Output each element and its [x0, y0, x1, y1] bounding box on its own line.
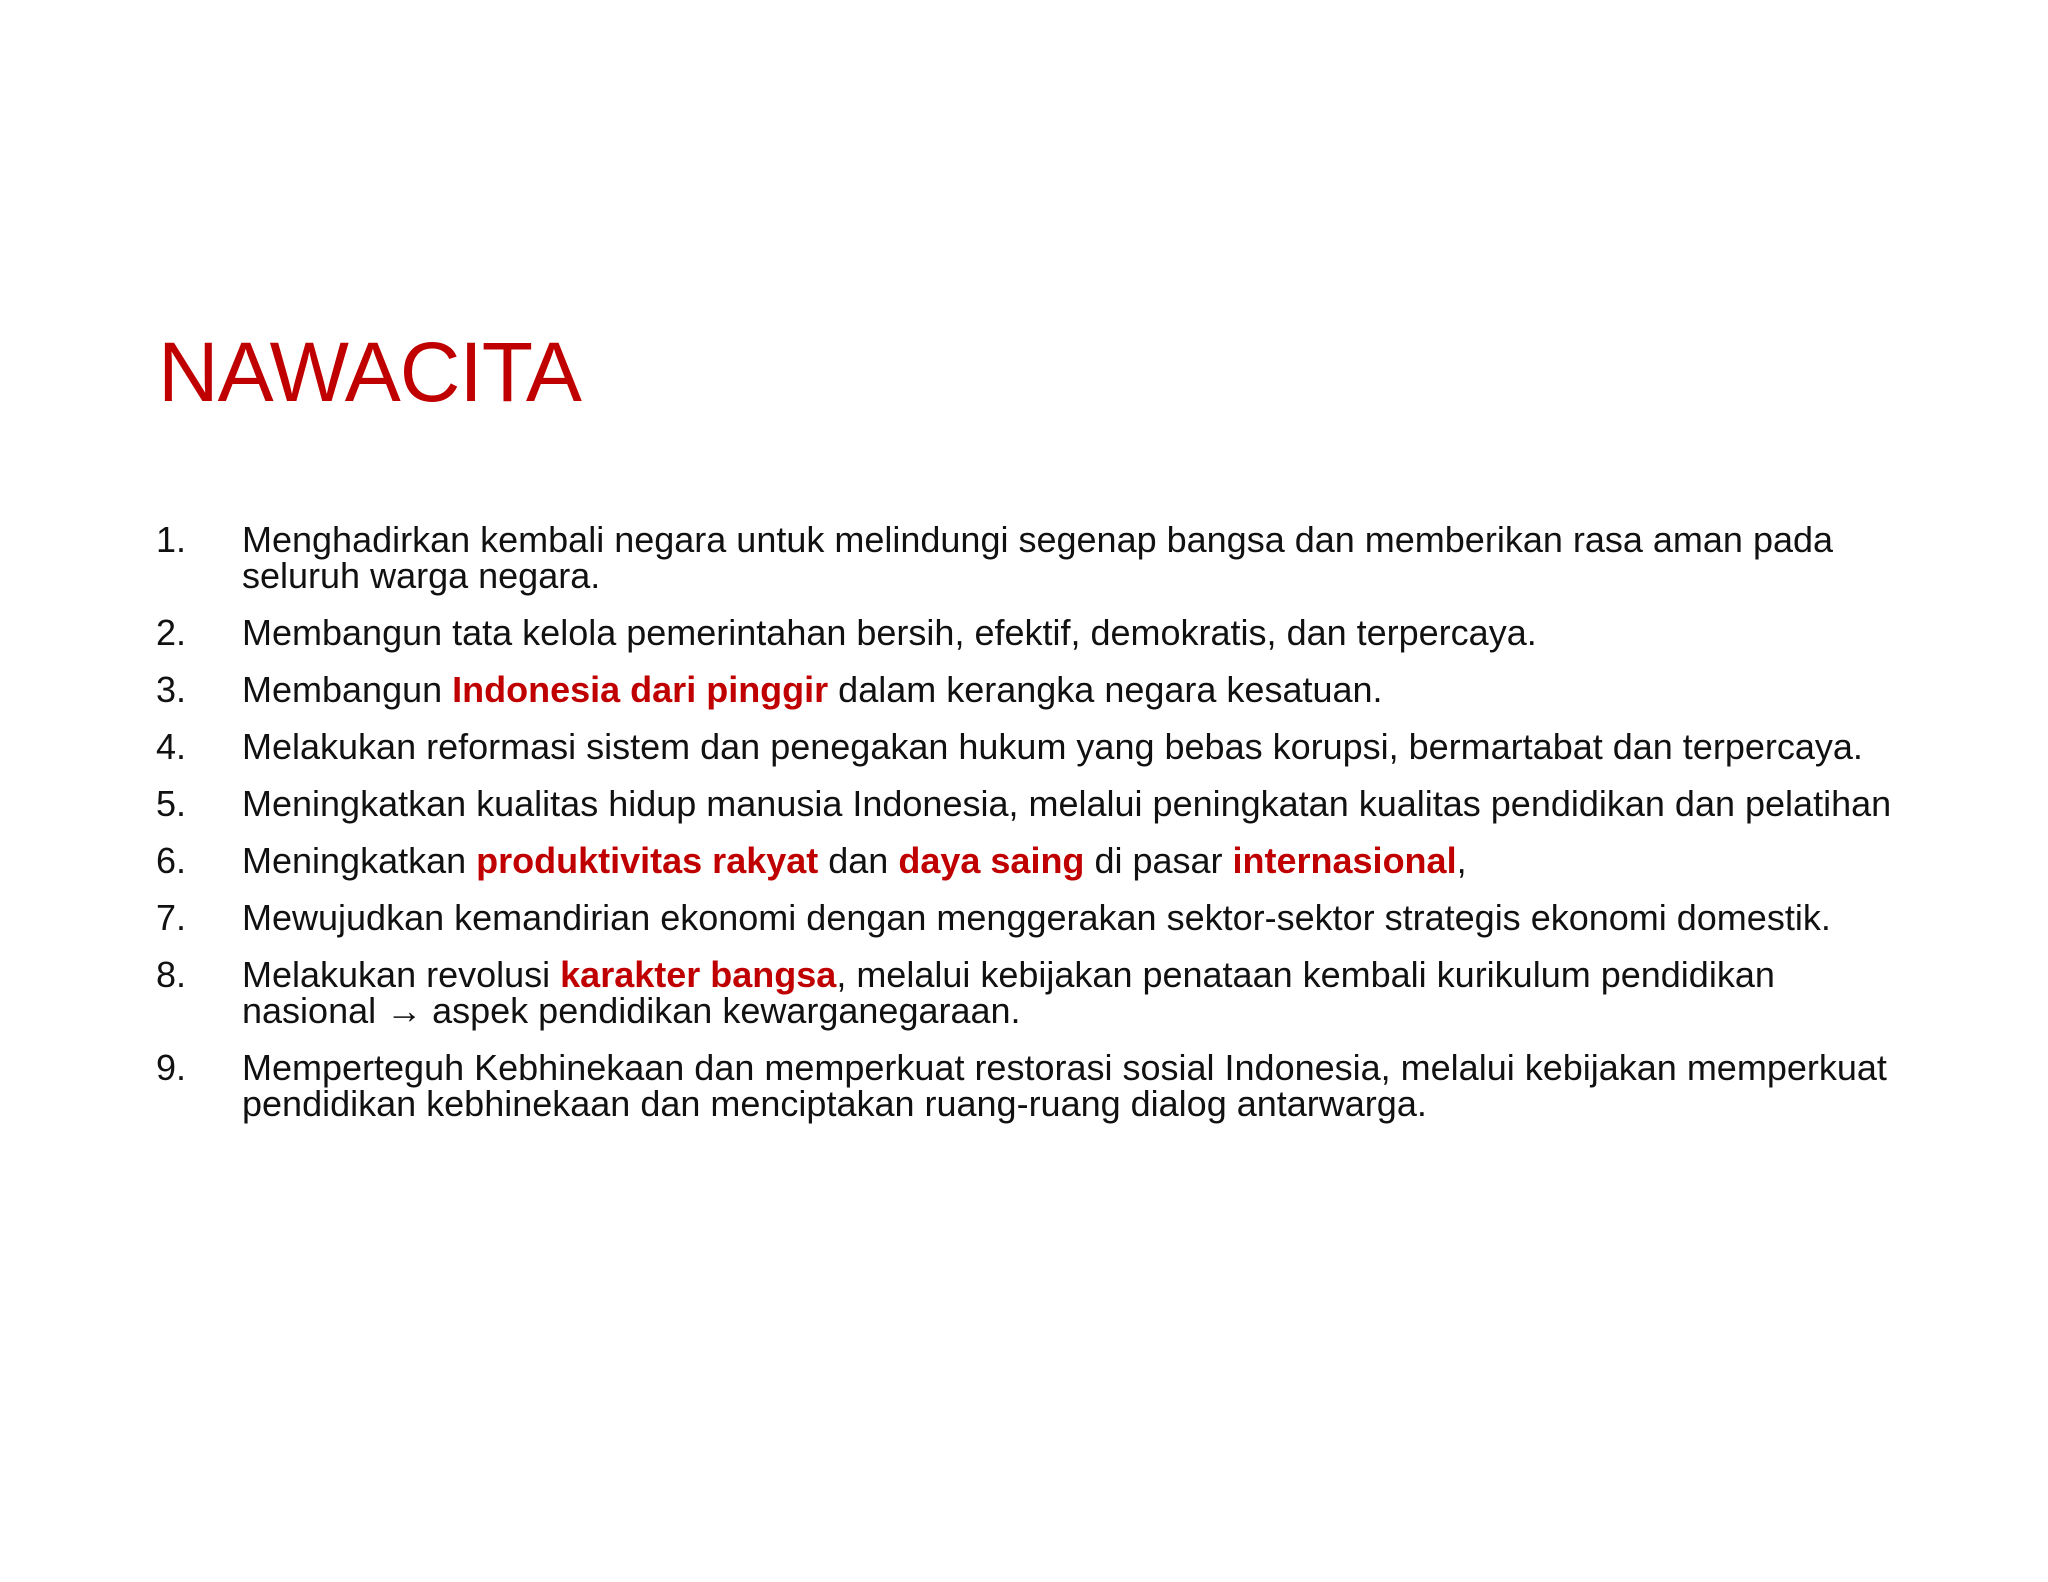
item-text	[242, 783, 1896, 824]
highlight-text: Indonesia dari pinggir	[452, 669, 829, 710]
list-item	[156, 783, 1896, 824]
item-number: 8.	[156, 954, 187, 995]
highlight-text: daya saing	[898, 840, 1085, 881]
text-segment: Memperteguh Kebhinekaan dan memperkuat restorasi sosial Indonesia, melalui kebijakan memperkuat pendidikan kebhinekaan dan menciptakan ruang-ruang dialog antarwarga.	[242, 1047, 1887, 1124]
text-segment: Membangun	[242, 669, 453, 710]
list-item	[156, 519, 1896, 596]
item-number: 1.	[156, 519, 187, 560]
item-text	[242, 954, 1896, 1031]
list-item	[156, 897, 1896, 938]
slide-title: NAWACITA	[158, 325, 581, 419]
item-number: 2.	[156, 612, 187, 653]
item-text	[242, 897, 1896, 938]
text-segment: dalam kerangka negara kesatuan.	[828, 669, 1383, 710]
list-item	[156, 612, 1896, 653]
text-segment: di pasar	[1084, 840, 1233, 881]
text-segment: Melakukan reformasi sistem dan penegakan hukum yang bebas korupsi, bermartabat dan terpercaya.	[242, 726, 1863, 767]
highlight-text: internasional	[1232, 840, 1457, 881]
arrow-right-icon: →	[386, 990, 423, 1031]
item-text	[242, 726, 1896, 767]
highlight-text: karakter bangsa	[560, 954, 837, 995]
item-number: 7.	[156, 897, 187, 938]
item-number: 9.	[156, 1047, 187, 1088]
text-segment: Meningkatkan kualitas hidup manusia Indonesia, melalui peningkatan kualitas pendidikan dan pelatihan	[242, 783, 1892, 824]
item-text	[242, 669, 1896, 710]
list-item	[156, 726, 1896, 767]
list-item	[156, 1047, 1896, 1124]
text-segment: , melalui kebijakan penataan kembali kurikulum pendidikan nasional	[242, 954, 1775, 1031]
text-segment: ,	[1456, 840, 1467, 881]
text-segment: dan	[818, 840, 899, 881]
text-segment: Membangun tata kelola pemerintahan bersih, efektif, demokratis, dan terpercaya.	[242, 612, 1537, 653]
text-segment: Melakukan revolusi	[242, 954, 561, 995]
item-text	[242, 1047, 1896, 1124]
text-segment: aspek pendidikan kewarganegaraan.	[422, 990, 1021, 1031]
item-number: 3.	[156, 669, 187, 710]
item-text	[242, 519, 1896, 596]
item-text	[242, 612, 1896, 653]
item-number: 4.	[156, 726, 187, 767]
item-number: 5.	[156, 783, 187, 824]
text-segment: Menghadirkan kembali negara untuk melindungi segenap bangsa dan memberikan rasa aman pada seluruh warga negara.	[242, 519, 1834, 596]
highlight-text: produktivitas rakyat	[476, 840, 819, 881]
list-item	[156, 669, 1896, 710]
item-text	[242, 840, 1896, 881]
list-item	[156, 840, 1896, 881]
text-segment: Meningkatkan	[242, 840, 477, 881]
list-item	[156, 954, 1896, 1031]
item-number: 6.	[156, 840, 187, 881]
text-segment: Mewujudkan kemandirian ekonomi dengan menggerakan sektor-sektor strategis ekonomi domestik.	[242, 897, 1831, 938]
nawacita-list	[156, 519, 1896, 1143]
